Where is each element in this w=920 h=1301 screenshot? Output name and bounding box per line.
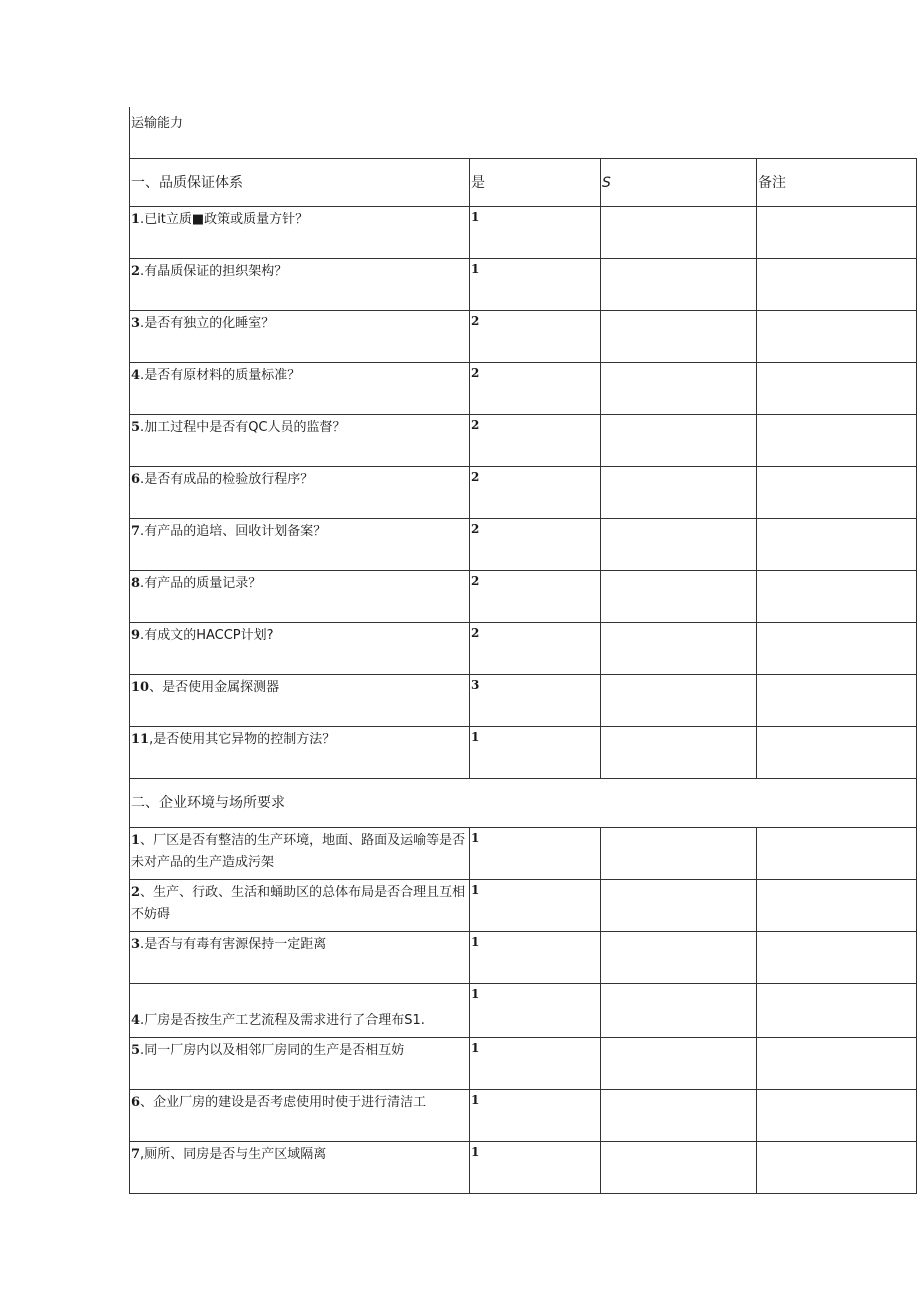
- score-cell: 2: [470, 363, 601, 415]
- question-separator: .: [140, 1013, 145, 1028]
- question-cell: [130, 1038, 470, 1090]
- note-cell: [757, 311, 917, 363]
- question-cell: [130, 1090, 470, 1142]
- note-cell: [757, 675, 917, 727]
- table-row: [130, 415, 917, 467]
- table-row: [130, 932, 917, 984]
- question-number: 3: [131, 937, 141, 952]
- table-row: [130, 880, 917, 932]
- note-cell: [757, 207, 917, 259]
- question-text: 是否与有毒有害源保持一定距离: [144, 937, 327, 952]
- question-separator: .: [140, 212, 145, 227]
- question-number: 11: [131, 732, 150, 747]
- table-row: [130, 623, 917, 675]
- note-cell: [757, 1038, 917, 1090]
- section1-title: 一、品质保证体系: [130, 159, 470, 207]
- no-cell: [601, 571, 757, 623]
- question-text: 是否有独立的化睡室？: [144, 316, 275, 331]
- question-number: 3: [131, 316, 141, 331]
- question-number: 6: [131, 472, 141, 487]
- question-text: 有晶质保证的担织架构？: [144, 264, 288, 279]
- score-cell: 3: [470, 675, 601, 727]
- question-separator: 、: [149, 680, 163, 695]
- supplier-audit-table: [129, 107, 917, 1194]
- table-row: [130, 571, 917, 623]
- question-number: 7: [131, 524, 141, 539]
- no-cell: [601, 415, 757, 467]
- question-text: 同一厂房内以及相邻厂房同的生产是否相互妨: [144, 1043, 405, 1058]
- table-row: [130, 727, 917, 779]
- question-cell: [130, 984, 470, 1038]
- question-text: 加工过程中是否有QC人员的监督？: [144, 420, 346, 435]
- question-separator: .: [140, 368, 145, 383]
- question-cell: [130, 675, 470, 727]
- no-cell: [601, 1142, 757, 1194]
- question-number: 8: [131, 576, 141, 591]
- note-column-header: 备注: [757, 159, 917, 207]
- question-separator: .: [140, 264, 145, 279]
- question-text: 有产品的质量记录？: [144, 576, 262, 591]
- question-cell: [130, 259, 470, 311]
- no-cell: [601, 207, 757, 259]
- question-cell: [130, 623, 470, 675]
- question-cell: [130, 207, 470, 259]
- question-text: 有产品的追培、回收计划备案？: [144, 524, 327, 539]
- table-row: [130, 1142, 917, 1194]
- score-cell: 1: [470, 1090, 601, 1142]
- question-text: 企业厂房的建设是否考虑使用时使于进行清洁工: [153, 1095, 427, 1110]
- question-number: 1: [131, 833, 141, 848]
- question-cell: [130, 415, 470, 467]
- transport-capacity-label: 运输能力: [130, 107, 917, 159]
- note-cell: [757, 415, 917, 467]
- table-row: [130, 828, 917, 880]
- checklist-sheet: [129, 107, 916, 1194]
- table-row: [130, 259, 917, 311]
- no-cell: [601, 880, 757, 932]
- question-number: 4: [131, 368, 141, 383]
- question-text: 生产、行政、生活和蛹助区的总体布局是否合理且互相不妨碍: [131, 885, 466, 922]
- note-cell: [757, 984, 917, 1038]
- table-row: [130, 675, 917, 727]
- question-text: 是否有原材料的质量标准？: [144, 368, 301, 383]
- note-cell: [757, 727, 917, 779]
- note-cell: [757, 932, 917, 984]
- no-cell: [601, 727, 757, 779]
- question-text: 是否有成品的检验放行程序？: [144, 472, 314, 487]
- question-separator: .: [140, 576, 145, 591]
- question-cell: [130, 363, 470, 415]
- no-cell: [601, 932, 757, 984]
- question-separator: .: [140, 1043, 145, 1058]
- question-separator: 、: [140, 833, 154, 848]
- question-cell: [130, 727, 470, 779]
- question-separator: .: [140, 420, 145, 435]
- question-text: 厂区是否有整洁的生产环境，地面、路面及运喻等是否未对产品的生产造成污架: [131, 833, 466, 870]
- question-text: 有成文的HACCP计划?: [144, 628, 274, 643]
- score-cell: 2: [470, 415, 601, 467]
- note-cell: [757, 571, 917, 623]
- score-cell: 1: [470, 880, 601, 932]
- question-separator: .: [140, 628, 145, 643]
- question-text: 是否使用金属探测器: [162, 680, 280, 695]
- no-cell: [601, 311, 757, 363]
- question-number: 1: [131, 212, 141, 227]
- score-cell: 1: [470, 1038, 601, 1090]
- table-row: [130, 311, 917, 363]
- score-cell: 2: [470, 311, 601, 363]
- table-row: [130, 207, 917, 259]
- question-text: 是否使用其它异物的控制方法？: [153, 732, 336, 747]
- table-row: [130, 519, 917, 571]
- note-cell: [757, 363, 917, 415]
- question-cell: [130, 311, 470, 363]
- question-number: 5: [131, 1043, 141, 1058]
- score-cell: 1: [470, 828, 601, 880]
- score-cell: 1: [470, 932, 601, 984]
- question-cell: [130, 571, 470, 623]
- score-cell: 1: [470, 727, 601, 779]
- question-number: 4: [131, 1013, 141, 1028]
- no-cell: [601, 519, 757, 571]
- score-cell: 2: [470, 519, 601, 571]
- no-cell: [601, 1090, 757, 1142]
- question-separator: .: [140, 524, 145, 539]
- transport-capacity-row: [130, 107, 917, 159]
- question-cell: [130, 828, 470, 880]
- table-row: [130, 1038, 917, 1090]
- score-cell: 1: [470, 259, 601, 311]
- question-separator: ,: [149, 732, 154, 747]
- question-number: 9: [131, 628, 141, 643]
- score-cell: 2: [470, 571, 601, 623]
- question-number: 2: [131, 264, 141, 279]
- section1-header-row: [130, 159, 917, 207]
- question-separator: 、: [140, 1095, 154, 1110]
- yes-column-header: 是: [470, 159, 601, 207]
- no-cell: [601, 363, 757, 415]
- question-text: 厕所、同房是否与生产区域隔离: [144, 1147, 327, 1162]
- score-cell: 2: [470, 467, 601, 519]
- score-cell: 1: [470, 1142, 601, 1194]
- question-text: 已it立质■政策或质量方针？: [144, 212, 309, 227]
- note-cell: [757, 1090, 917, 1142]
- question-cell: [130, 519, 470, 571]
- question-cell: [130, 932, 470, 984]
- score-cell: 2: [470, 623, 601, 675]
- note-cell: [757, 1142, 917, 1194]
- question-number: 7: [131, 1147, 141, 1162]
- table-row: [130, 1090, 917, 1142]
- question-separator: 、: [140, 885, 154, 900]
- table-row: [130, 467, 917, 519]
- table-row: [130, 984, 917, 1038]
- question-separator: .: [140, 472, 145, 487]
- question-cell: [130, 1142, 470, 1194]
- section2-header-row: [130, 779, 917, 828]
- no-cell: [601, 828, 757, 880]
- question-number: 2: [131, 885, 141, 900]
- question-cell: [130, 880, 470, 932]
- no-cell: [601, 467, 757, 519]
- question-separator: ,: [140, 1147, 145, 1162]
- note-cell: [757, 828, 917, 880]
- question-number: 5: [131, 420, 141, 435]
- note-cell: [757, 519, 917, 571]
- note-cell: [757, 467, 917, 519]
- note-cell: [757, 259, 917, 311]
- note-cell: [757, 880, 917, 932]
- score-cell: 1: [470, 984, 601, 1038]
- question-number: 10: [131, 680, 150, 695]
- question-separator: .: [140, 937, 145, 952]
- no-cell: [601, 1038, 757, 1090]
- no-cell: [601, 984, 757, 1038]
- score-cell: 1: [470, 207, 601, 259]
- table-row: [130, 363, 917, 415]
- question-cell: [130, 467, 470, 519]
- no-cell: [601, 259, 757, 311]
- no-cell: [601, 623, 757, 675]
- no-cell: [601, 675, 757, 727]
- section2-title: 二、企业环境与场所要求: [130, 779, 917, 828]
- question-separator: .: [140, 316, 145, 331]
- no-column-header: S: [601, 159, 757, 207]
- question-number: 6: [131, 1095, 141, 1110]
- note-cell: [757, 623, 917, 675]
- question-text: 厂房是否按生产工艺流程及需求进行了合理布S1.: [144, 1013, 425, 1028]
